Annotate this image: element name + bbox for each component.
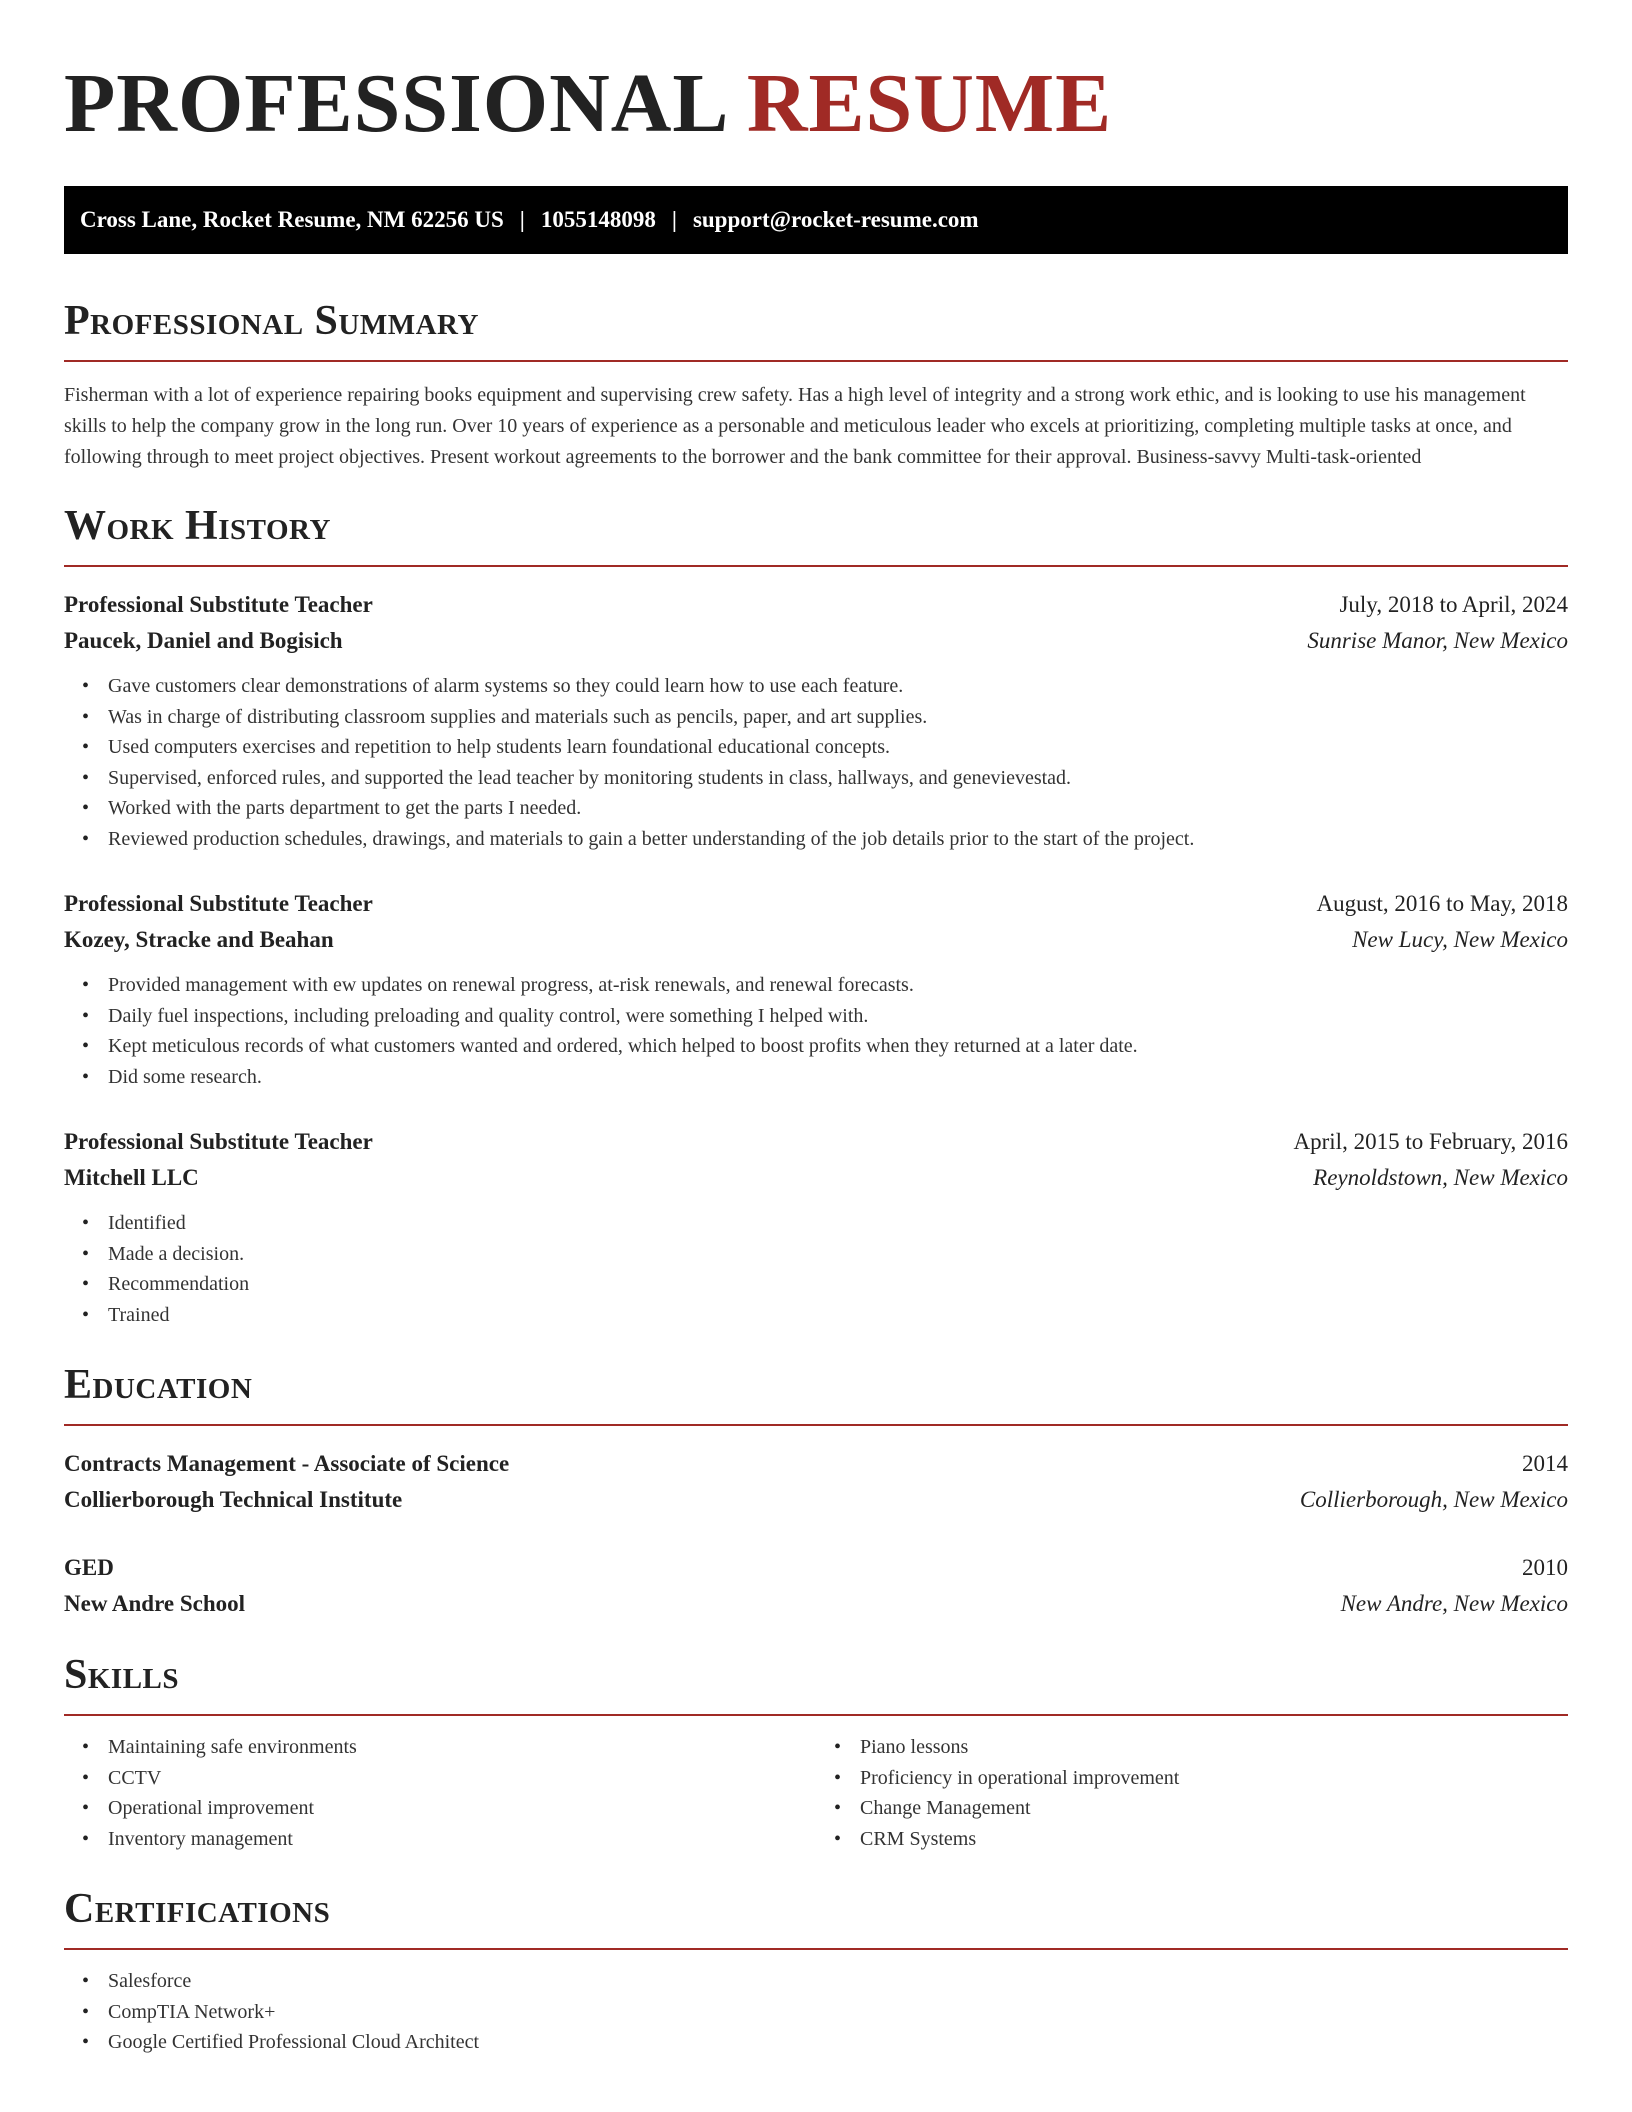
section-divider	[64, 565, 1568, 567]
job-duties-list	[64, 671, 1568, 854]
job-dates: August, 2016 to May, 2018	[1316, 891, 1568, 916]
education-section	[64, 1360, 1568, 1622]
skills-heading: Skills	[64, 1652, 180, 1698]
education-school: Collierborough Technical Institute	[64, 1487, 403, 1512]
certification-item: • Google Certified Professional Cloud Architect	[108, 2027, 1568, 2058]
resume-title	[64, 56, 1568, 152]
certifications-section	[64, 1884, 1568, 2058]
education-entry	[64, 1446, 1568, 1518]
job-location: New Lucy, New Mexico	[1352, 927, 1568, 952]
skills-list-left	[64, 1732, 816, 1854]
skill-item: • Maintaining safe environments	[108, 1732, 816, 1763]
summary-heading: Professional Summary	[64, 298, 479, 344]
job-header-row	[64, 886, 1568, 922]
contact-separator: |	[671, 207, 677, 232]
skill-item: • Change Management	[860, 1793, 1568, 1824]
education-degree: Contracts Management - Associate of Science	[64, 1451, 510, 1476]
skills-list-right	[816, 1732, 1568, 1854]
job-duty: • Made a decision.	[108, 1239, 1568, 1270]
job-duty: • Gave customers clear demonstrations of alarm systems so they could learn how to use each feature.	[108, 671, 1568, 702]
summary-section	[64, 296, 1568, 473]
work-history-heading: Work History	[64, 503, 331, 549]
certifications-list	[64, 1966, 1568, 2058]
job-duty: • Worked with the parts department to get the parts I needed.	[108, 793, 1568, 824]
education-entry	[64, 1550, 1568, 1622]
section-divider	[64, 360, 1568, 362]
education-year: 2010	[1522, 1555, 1568, 1580]
job-duties-list	[64, 970, 1568, 1092]
job-duty: • Did some research.	[108, 1062, 1568, 1093]
job-entry	[64, 1124, 1568, 1330]
job-duty: • Daily fuel inspections, including preloading and quality control, were something I helped with.	[108, 1001, 1568, 1032]
summary-text: Fisherman with a lot of experience repairing books equipment and supervising crew safety. Has a high level of integrity and a strong work ethic, and is looking to use his management skills to help the company grow in the long run. Over 10 years of experience as a personable and meticulous leader who excels at prioritizing, completing multiple tasks at once, and following through to meet project objectives. Present workout agreements to the borrower and the bank committee for their approval. Business-savvy Multi-task-oriented	[64, 384, 1526, 468]
section-divider	[64, 1714, 1568, 1716]
job-entry	[64, 886, 1568, 1092]
education-school: New Andre School	[64, 1591, 246, 1616]
job-location: Reynoldstown, New Mexico	[1313, 1165, 1568, 1190]
job-duty: • Kept meticulous records of what customers wanted and ordered, which helped to boost profits when they returned at a later date.	[108, 1031, 1568, 1062]
contact-phone: 1055148098	[540, 207, 656, 232]
certifications-heading: Certifications	[64, 1886, 331, 1932]
education-location: Collierborough, New Mexico	[1299, 1487, 1568, 1512]
job-dates: April, 2015 to February, 2016	[1293, 1129, 1568, 1154]
job-company-row	[64, 1160, 1568, 1196]
job-title: Professional Substitute Teacher	[64, 592, 373, 617]
skills-section	[64, 1650, 1568, 1854]
job-dates: July, 2018 to April, 2024	[1339, 592, 1568, 617]
skill-item: • CRM Systems	[860, 1824, 1568, 1855]
job-duty: • Used computers exercises and repetition to help students learn foundational educational concepts.	[108, 732, 1568, 763]
job-header-row	[64, 1124, 1568, 1160]
job-duty: • Recommendation	[108, 1269, 1568, 1300]
education-degree: GED	[64, 1555, 114, 1580]
job-company: Kozey, Stracke and Beahan	[64, 927, 334, 952]
skill-item: • Operational improvement	[108, 1793, 816, 1824]
contact-address: Cross Lane, Rocket Resume, NM 62256 US	[80, 207, 504, 232]
education-header-row	[64, 1446, 1568, 1482]
job-duty: • Supervised, enforced rules, and supported the lead teacher by monitoring students in class, hallways, and genevievestad.	[108, 763, 1568, 794]
skill-item: • Proficiency in operational improvement	[860, 1763, 1568, 1794]
education-school-row	[64, 1482, 1568, 1518]
job-duty: • Identified	[108, 1208, 1568, 1239]
job-duty: • Reviewed production schedules, drawings, and materials to gain a better understanding of the job details prior to the start of the project.	[108, 824, 1568, 855]
education-header-row	[64, 1550, 1568, 1586]
job-header-row	[64, 587, 1568, 623]
title-part-1: PROFESSIONAL	[64, 57, 725, 150]
work-history-section	[64, 501, 1568, 1330]
education-school-row	[64, 1586, 1568, 1622]
contact-bar	[64, 186, 1568, 254]
education-year: 2014	[1522, 1451, 1568, 1476]
skill-item: • CCTV	[108, 1763, 816, 1794]
contact-email[interactable]: support@rocket-resume.com	[692, 207, 979, 232]
education-location: New Andre, New Mexico	[1340, 1591, 1568, 1616]
job-duty: • Trained	[108, 1300, 1568, 1331]
job-entry	[64, 587, 1568, 854]
job-location: Sunrise Manor, New Mexico	[1307, 628, 1568, 653]
skills-columns	[64, 1732, 1568, 1854]
job-company: Mitchell LLC	[64, 1165, 199, 1190]
contact-separator: |	[519, 207, 525, 232]
section-divider	[64, 1424, 1568, 1426]
job-title: Professional Substitute Teacher	[64, 891, 373, 916]
job-title: Professional Substitute Teacher	[64, 1129, 373, 1154]
job-company-row	[64, 922, 1568, 958]
skill-item: • Inventory management	[108, 1824, 816, 1855]
title-part-2: RESUME	[746, 57, 1113, 150]
job-company-row	[64, 623, 1568, 659]
section-divider	[64, 1948, 1568, 1950]
job-duties-list	[64, 1208, 1568, 1330]
certification-item: • CompTIA Network+	[108, 1997, 1568, 2028]
job-duty: • Provided management with ew updates on renewal progress, at-risk renewals, and renewal forecasts.	[108, 970, 1568, 1001]
job-duty: • Was in charge of distributing classroom supplies and materials such as pencils, paper, and art supplies.	[108, 702, 1568, 733]
job-company: Paucek, Daniel and Bogisich	[64, 628, 343, 653]
education-heading: Education	[64, 1362, 253, 1408]
skill-item: • Piano lessons	[860, 1732, 1568, 1763]
certification-item: • Salesforce	[108, 1966, 1568, 1997]
